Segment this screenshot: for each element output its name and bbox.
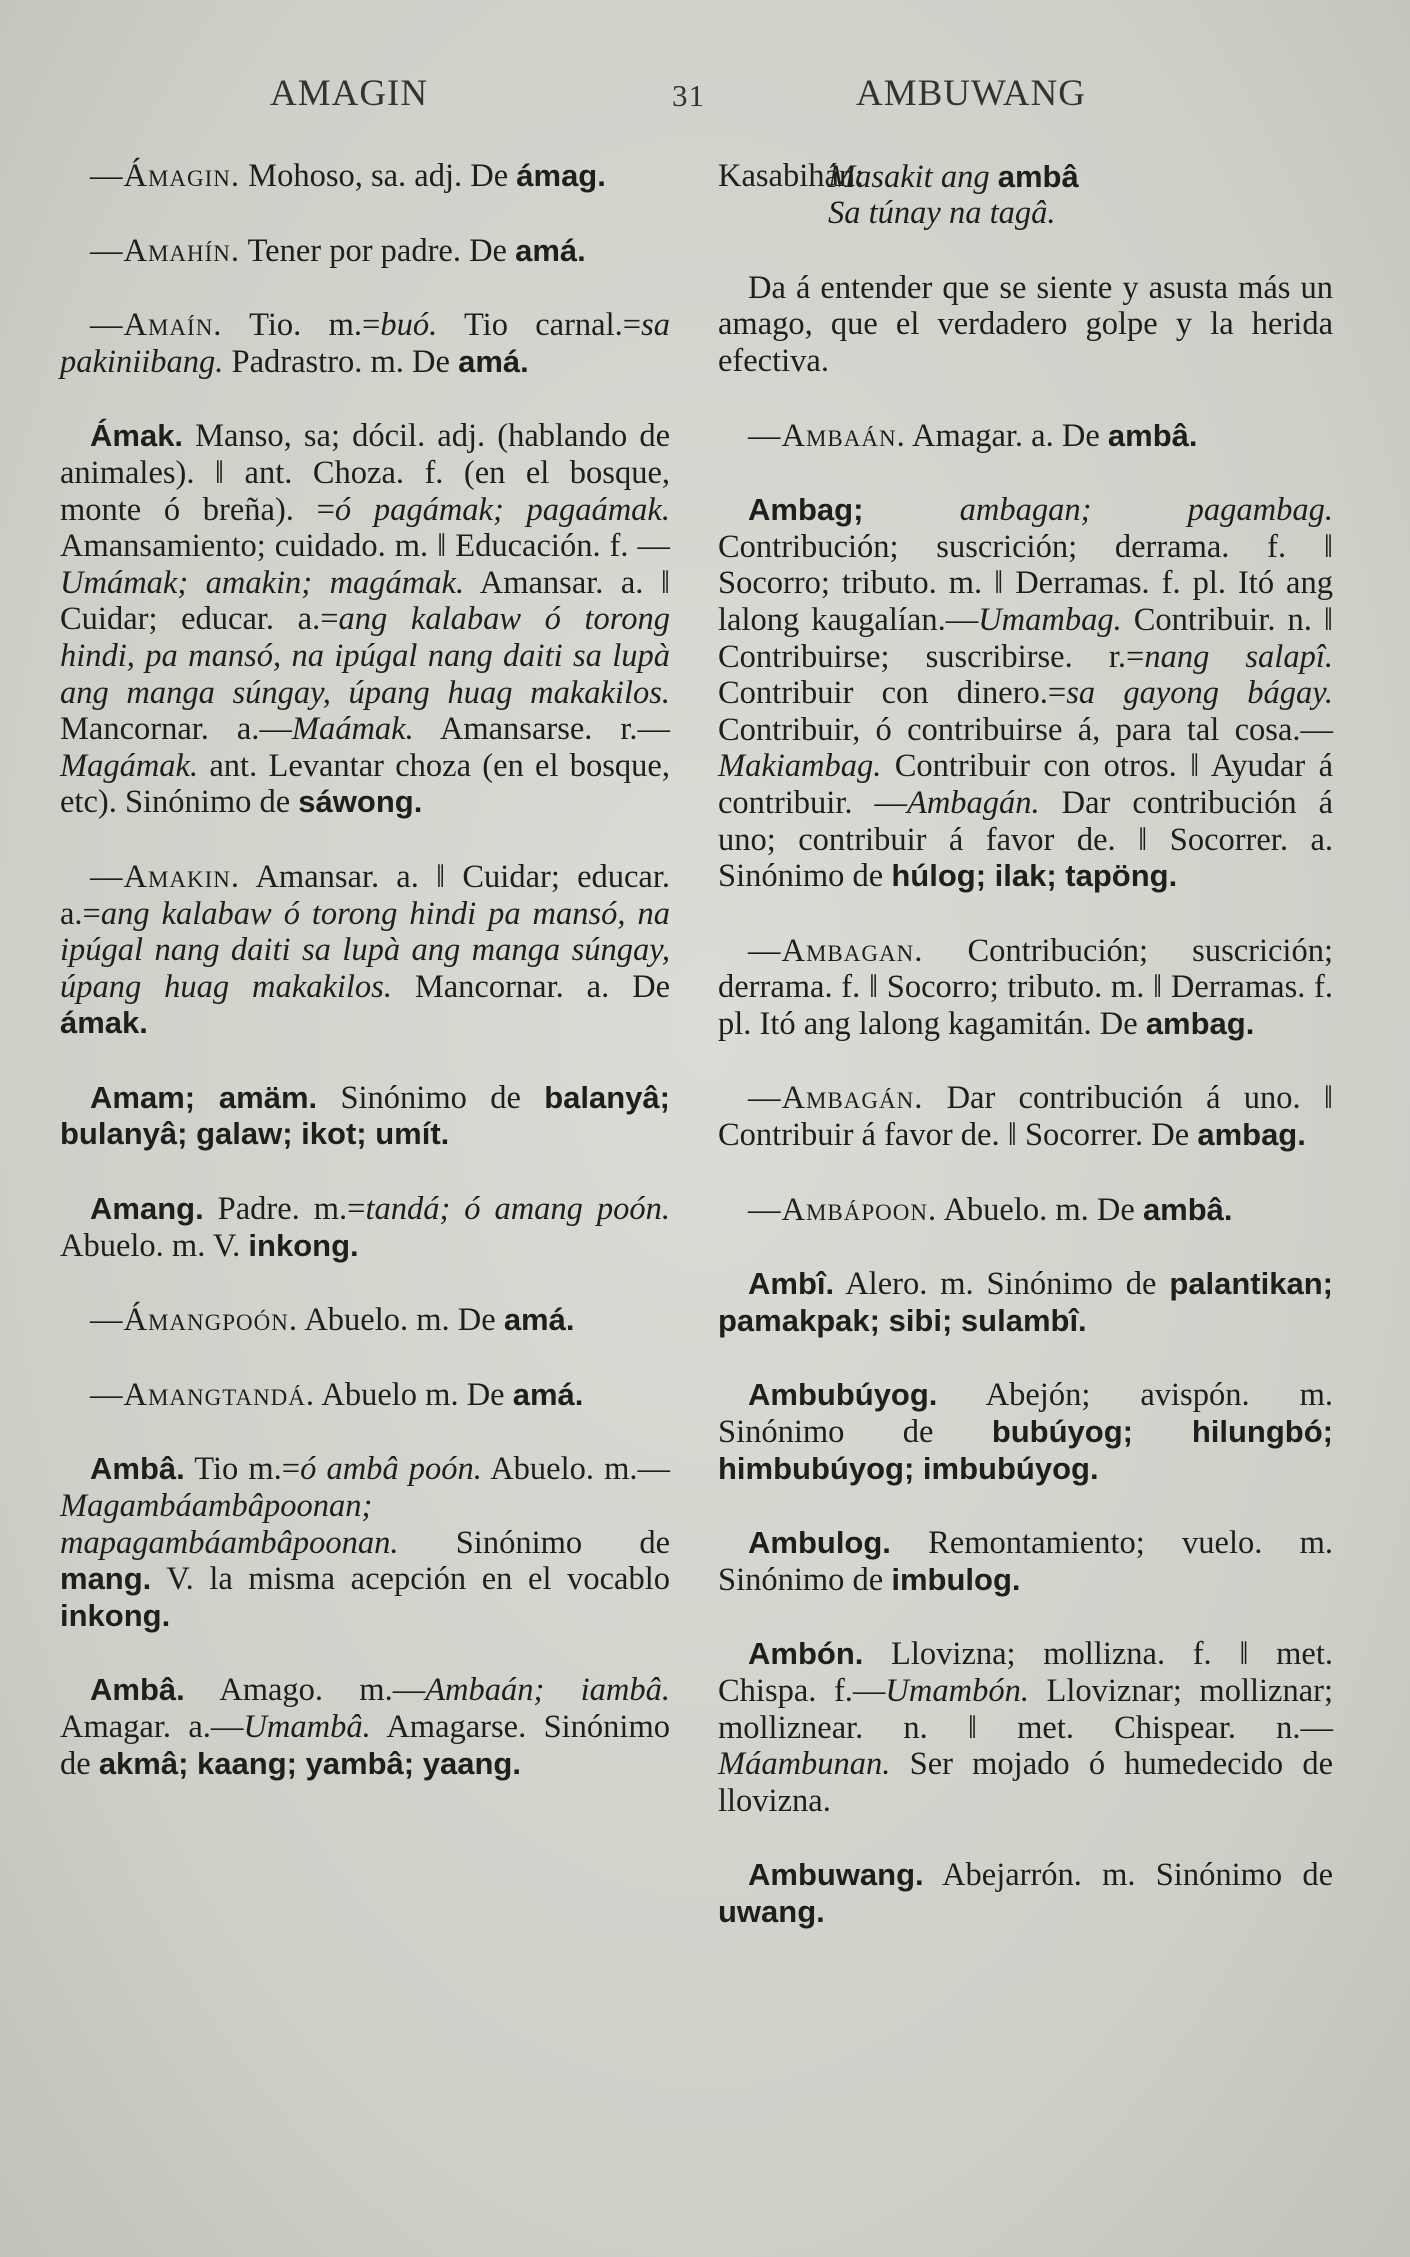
headword: Amang. [90, 1191, 204, 1227]
definition-text: Kasabihán: [718, 158, 865, 194]
dictionary-entry-amain [60, 307, 670, 380]
tagalog-text: ó ambâ poón. [300, 1451, 482, 1488]
headword: Ambubúyog. [748, 1377, 938, 1413]
proverb-line: Sa túnay na tagâ. [828, 195, 1056, 232]
tagalog-text: Maámak. [291, 711, 414, 748]
definition-text: Dar contribución á uno. ‖ Contribuir á favor de. ‖ Socorrer. De [718, 1080, 1333, 1154]
dictionary-entry-amahin [60, 233, 670, 270]
headword: palantikan; pamakpak; sibi; sulambî. [718, 1266, 1333, 1338]
definition-text: Contribución; suscrición; derrama. f. ‖ Socorro; tributo. m. ‖ Derramas. f. pl. Itó ang lalong kaugalían.— [718, 528, 1333, 638]
tagalog-text: Umambâ. [243, 1709, 371, 1745]
dictionary-entry-amba1 [60, 1451, 670, 1634]
definition-text: Amansarse. r.— [413, 711, 670, 748]
dictionary-entry-ambagan [718, 933, 1333, 1043]
headword: balanyâ; bulanyâ; galaw; ikot; umít. [60, 1079, 670, 1152]
headword: ámak. [60, 1005, 148, 1041]
headword: húlog; ilak; tapöng. [891, 858, 1178, 894]
headword: Ambî. [748, 1266, 835, 1302]
headword: ambag. [1197, 1117, 1306, 1153]
derived-headword: —Amakin. [90, 858, 241, 895]
tagalog-text: sa gayong bágay. [1066, 675, 1333, 712]
headword: ambâ. [1142, 1191, 1233, 1227]
tagalog-text: sa pakiniibang. [60, 307, 670, 380]
tagalog-text: ang kalabaw ó torong hindi, pa mansó, na ipúgal nang daiti sa lupà ang manga súngay, úpang huag makakilos. [60, 601, 670, 711]
dictionary-entry-amang [60, 1191, 670, 1264]
tagalog-text: buó. [380, 307, 438, 344]
definition-text: Alero. m. Sinónimo de [834, 1266, 1170, 1303]
running-head-right: AMBUWANG [856, 73, 1086, 114]
definition-text: Abejarrón. m. Sinónimo de [923, 1857, 1333, 1894]
headword: amá. [515, 232, 586, 268]
definition-text: Abuelo m. De [315, 1376, 513, 1413]
right-column [718, 158, 1333, 1969]
headword: imbulog. [891, 1561, 1021, 1597]
dictionary-entry-amakin [60, 859, 670, 1042]
definition-text: Amago. m.— [184, 1672, 426, 1709]
definition-text: Da á entender que se siente y asusta más un amago, que el verdadero golpe y la herida efectiva. [718, 269, 1333, 379]
derived-headword: —Ámangpoón. [90, 1302, 298, 1339]
definition-text: V. la misma acepción en el vocablo [151, 1561, 670, 1598]
headword: Ambulog. [748, 1525, 891, 1561]
definition-text: Mancornar. a.— [60, 711, 292, 748]
headword: mang. [60, 1561, 152, 1597]
definition-text: Sinónimo de [317, 1079, 545, 1116]
definition-text: Padre. m.= [203, 1191, 366, 1228]
definition-text: Dar contribución á uno; contribuir á favor de. ‖ Socorrer. a. Sinónimo de [718, 784, 1333, 895]
dictionary-entry-kasabihan_meaning [718, 270, 1333, 380]
definition-text: Tio. m.= [222, 307, 381, 344]
dictionary-entry-ambon [718, 1636, 1333, 1819]
derived-headword: —Amangtandá. [90, 1376, 316, 1413]
definition-text: Contribuir con dinero.= [718, 675, 1067, 712]
derived-headword: —Ambaán. [748, 417, 906, 454]
dictionary-entry-ambubuyog [718, 1377, 1333, 1487]
tagalog-text: ang kalabaw ó torong hindi pa mansó, na ipúgal nang daiti sa lupà ang manga súngay, úpang huag makakilos. [60, 895, 670, 1005]
dictionary-entry-ambapoon [718, 1192, 1333, 1229]
tagalog-text: nang salapî. [1144, 638, 1333, 675]
dictionary-entry-ambuwang [718, 1857, 1333, 1930]
definition-text: Mancornar. a. De [391, 968, 670, 1005]
dictionary-entry-ambag [718, 492, 1333, 895]
headword: amá. [512, 1376, 584, 1412]
derived-headword: —Amahín. [90, 232, 241, 269]
derived-headword: —Ambápoon. [748, 1191, 938, 1228]
headword: Ambón. [748, 1636, 864, 1672]
derived-headword: —Ámagin. [90, 158, 241, 194]
definition-text: Padrastro. m. De [223, 343, 459, 380]
definition-text: Amansar. a. ‖ Cuidar; educar. a.= [60, 564, 670, 638]
headword: sáwong. [298, 784, 423, 820]
derived-headword: —Ambagán. [748, 1080, 924, 1117]
definition-text: Amagarse. Sinónimo de [60, 1709, 670, 1782]
dictionary-entry-amangtanda [60, 1377, 670, 1414]
headword: Ambâ. [90, 1672, 185, 1708]
tagalog-text: tandá; ó amang poón. [365, 1191, 671, 1228]
definition-text: Contribución; suscrición; derrama. f. ‖ Socorro; tributo. m. ‖ Derramas. f. pl. Itó ang lalong kagamitán. De [718, 932, 1333, 1042]
derived-headword: —Ambagan. [748, 932, 924, 969]
running-head-left: AMAGIN [270, 73, 429, 114]
tagalog-text: Umambón. [885, 1673, 1029, 1709]
dictionary-entry-amangpoon [60, 1302, 670, 1339]
proverb-line: Masakit ang ambâ [828, 158, 1079, 195]
definition-text: Abuelo. m. De [298, 1302, 504, 1339]
definition-text: Contribuir. n. ‖ Contribuirse; suscribirse. r.= [718, 601, 1333, 675]
definition-text: Amansamiento; cuidado. m. ‖ Educación. f. — [60, 528, 670, 565]
definition-text: Tio carnal.= [437, 307, 642, 344]
definition-text: Manso, sa; dócil. adj. (hablando de animales). ‖ ant. Choza. f. (en el bosque, monte ó breña). = [60, 418, 670, 528]
definition-text: Amagar. a. De [905, 417, 1108, 454]
headword: ambâ. [1107, 417, 1198, 453]
tagalog-text: Umambag. [978, 601, 1122, 638]
dictionary-entry-ambi [718, 1266, 1333, 1339]
headword: Ambag; [748, 492, 864, 528]
tagalog-text: ambagan; pagambag. [959, 492, 1333, 529]
tagalog-text: ó pagámak; pagaámak. [334, 491, 670, 528]
definition-text: Llovizna; mollizna. f. ‖ met. Chispa. f.— [718, 1636, 1333, 1709]
tagalog-text: Makiambag. [718, 748, 882, 785]
headword: Amam; amäm. [90, 1079, 318, 1115]
headword: amá. [503, 1302, 575, 1338]
dictionary-entry-ambagan2 [718, 1080, 1333, 1153]
definition-text: Contribuir, ó contribuirse á, para tal cosa.— [718, 711, 1333, 748]
tagalog-text: Magambáambâpoonan; mapagambáambâpoonan. [60, 1488, 399, 1561]
definition-text: Mohoso, sa. adj. De [240, 158, 517, 194]
dictionary-entry-amagin [60, 158, 670, 195]
definition-text: Tener por padre. De [240, 232, 516, 269]
headword: Ambuwang. [748, 1857, 924, 1893]
definition-text: Remontamiento; vuelo. m. Sinónimo de [718, 1525, 1333, 1598]
headword: bubúyog; hilungbó; himbubúyog; imbubúyog. [718, 1414, 1333, 1486]
tagalog-text: Máambunan. [718, 1746, 891, 1783]
headword: uwang. [718, 1893, 825, 1929]
dictionary-entry-amak [60, 418, 670, 821]
definition-text: Amansar. a. ‖ Cuidar; educar. a.= [60, 858, 670, 932]
dictionary-entry-ambaan [718, 418, 1333, 455]
headword: inkong. [248, 1227, 359, 1263]
definition-text: ant. Levantar choza (en el bosque, etc). Sinónimo de [60, 747, 670, 821]
tagalog-text: Ambagán. [906, 784, 1040, 821]
tagalog-text: Magámak. [60, 747, 199, 784]
definition-text: Amagar. a.— [60, 1709, 244, 1745]
headword: ambag. [1145, 1005, 1255, 1041]
definition-text: Abejón; avispón. m. Sinónimo de [718, 1377, 1333, 1451]
headword: Ámak. [90, 418, 184, 454]
headword: akmâ; kaang; yambâ; yaang. [98, 1745, 521, 1781]
page-number: 31 [672, 78, 705, 113]
definition-text: Sinónimo de [398, 1524, 670, 1561]
definition-text: Abuelo. m. V. [60, 1227, 249, 1264]
definition-text: Lloviznar; molliznar; molliznear. n. ‖ met. Chispear. n.— [718, 1673, 1333, 1746]
definition-text: Contribuir con otros. ‖ Ayudar á contribuir. — [718, 748, 1333, 821]
definition-text: Tio m.= [184, 1451, 301, 1488]
tagalog-text: Ambaán; iambâ. [425, 1672, 670, 1709]
dictionary-entry-ambulog [718, 1525, 1333, 1598]
definition-text: Abuelo. m.— [481, 1451, 670, 1488]
derived-headword: —Amaín. [90, 307, 223, 344]
headword: Ambâ. [90, 1451, 185, 1487]
headword: inkong. [60, 1597, 171, 1633]
definition-text: Ser mojado ó humedecido de llovizna. [718, 1746, 1333, 1819]
tagalog-text: Umámak; amakin; magámak. [60, 564, 465, 601]
definition-text: Abuelo. m. De [937, 1191, 1143, 1228]
dictionary-entry-amam [60, 1080, 670, 1153]
definition-text [863, 492, 959, 528]
left-column [60, 158, 670, 1820]
headword: ámag. [516, 158, 606, 193]
dictionary-entry-amba2 [60, 1672, 670, 1782]
headword: amá. [458, 343, 529, 379]
